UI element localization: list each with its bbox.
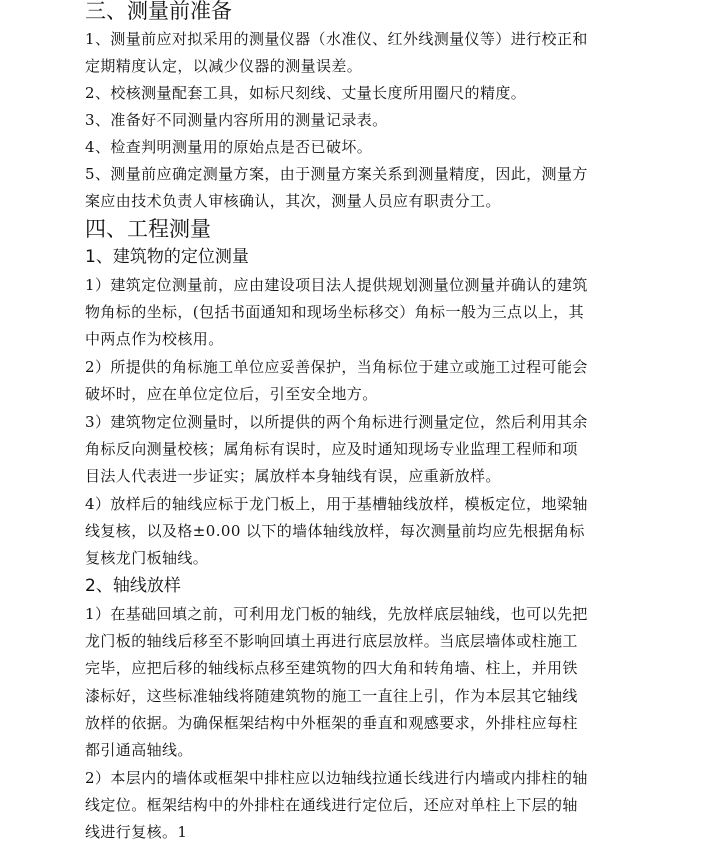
subsection-1-line-8: 目法人代表进一步证实；属放样本身轴线有误，应重新放样。 [85, 467, 501, 485]
section-3-line-4: 3、准备好不同测量内容所用的测量记录表。 [85, 111, 388, 129]
section-3-line-5: 4、检查判明测量用的原始点是否已破坏。 [85, 138, 373, 156]
subsection-2-line-3: 完毕，应把后移的轴线标点移至建筑物的四大角和转角墙、柱上，并用铁 [85, 659, 578, 677]
subsection-2-line-9: 线进行复核。1 [85, 823, 188, 841]
section-3-line-2: 定期精度认定，以减少仪器的测量误差。 [85, 57, 363, 75]
subsection-1-line-3: 中两点作为校核用。 [85, 330, 224, 348]
subsection-2-line-8: 线定位。框架结构中的外排柱在通线进行定位后，还应对单柱上下层的轴 [85, 796, 578, 814]
section-3-heading: 三、测量前准备 [85, 0, 232, 23]
section-3-line-7: 案应由技术负责人审核确认，其次，测量人员应有职责分工。 [85, 192, 501, 210]
section-3-line-6: 5、测量前应确定测量方案，由于测量方案关系到测量精度，因此，测量方 [85, 165, 588, 183]
subsection-2-line-5: 放样的依据。为确保框架结构中外框架的垂直和观感要求，外排柱应每柱 [85, 714, 578, 732]
subsection-2-line-6: 都引通高轴线。 [85, 741, 193, 759]
subsection-1-line-11: 复核龙门板轴线。 [85, 549, 209, 567]
subsection-2-line-7: 2）本层内的墙体或框架中排柱应以边轴线拉通长线进行内墙或内排柱的轴 [85, 769, 588, 787]
section-4-heading: 四、工程测量 [85, 217, 211, 241]
subsection-1-line-6: 3）建筑物定位测量时，以所提供的两个角标进行测量定位，然后利用其余 [85, 413, 588, 431]
subsection-1-line-7: 角标反向测量校核；属角标有误时，应及时通知现场专业监理工程师和项 [85, 440, 578, 458]
subsection-1-line-9: 4）放样后的轴线应标于龙门板上，用于基槽轴线放样，模板定位，地梁轴 [85, 495, 588, 513]
subsection-2-line-4: 漆标好，这些标准轴线将随建筑物的施工一直往上引，作为本层其它轴线 [85, 687, 578, 705]
subsection-1-line-4: 2）所提供的角标施工单位应妥善保护，当角标位于建立或施工过程可能会 [85, 358, 588, 376]
subsection-2-line-2: 龙门板的轴线后移至不影响回填土再进行底层放样。当底层墙体或柱施工 [85, 632, 578, 650]
subsection-1-line-2: 物角标的坐标，(包括书面通知和现场坐标移交）角标一般为三点以上，其 [85, 303, 585, 321]
subsection-1-line-10: 线复核，以及格±0.00 以下的墙体轴线放样，每次测量前均应先根据角标 [85, 522, 585, 540]
subsection-1-heading: 1、建筑物的定位测量 [85, 247, 249, 267]
section-3-line-3: 2、校核测量配套工具，如标尺刻线、丈量长度所用圈尺的精度。 [85, 84, 527, 102]
subsection-1-line-5: 破坏时，应在单位定位后，引至安全地方。 [85, 385, 378, 403]
subsection-2-heading: 2、轴线放样 [85, 576, 181, 596]
section-3-line-1: 1、测量前应对拟采用的测量仪器（水准仪、红外线测量仪等）进行校正和 [85, 30, 588, 48]
subsection-1-line-1: 1）建筑定位测量前，应由建设项目法人提供规划测量位测量并确认的建筑 [85, 276, 588, 294]
subsection-2-line-1: 1）在基础回填之前，可利用龙门板的轴线，先放样底层轴线，也可以先把 [85, 605, 588, 623]
